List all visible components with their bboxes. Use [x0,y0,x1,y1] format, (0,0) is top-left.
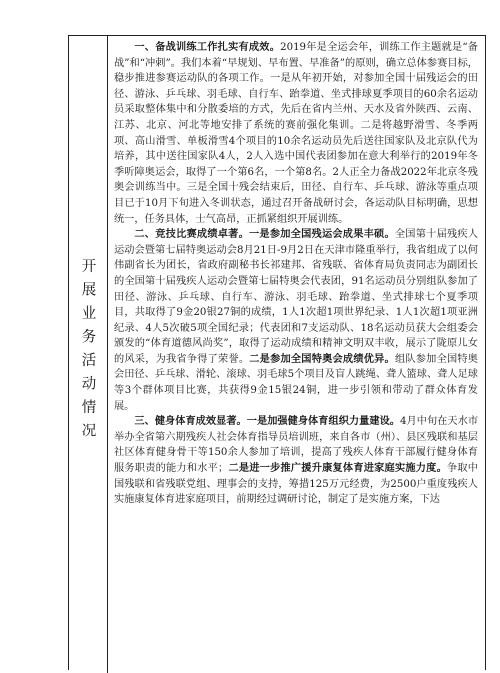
column-divider [107,35,108,673]
heading-competition: 二、竞技比赛成绩卓著。 [134,228,250,241]
paragraph-training [114,40,478,227]
body-fitness-1: 4月中旬在天水市举办全省第六期残疾人社会体育指导员培训班，来自各市（州）、县区残联和基层社区体育健身骨干等150余人参加了培训，提高了残疾人体育干部履行健身体育服务职责的能力和水平； [114,416,479,475]
body-competition-1: 全国第十届残疾人运动会暨第七届特奥运动会8月21日-9月2日在天津市隆重举行，我省组成了以何伟副省长为团长，省政府副秘书长祁建邦、省残联、省体育局负责同志为副团长的全国第十届残疾人运动会暨第七届特奥会代表团，91名运动员分别组队参加了田径、游泳、乒乓球、自行车、游泳、羽毛球、跆拳道、坐式排球七个夏季项目，共取得了9金20银27铜的成绩，1人1次超1项世界纪录、1人1次超1项亚洲纪录、4人5次破5项全国纪录；代表团和7支运动队、18名运动员获大会组委会颁发的“体育道德风尚奖”，取得了运动成绩和精神文明双丰收，展示了陇原儿女的风采，为我省争得了荣誉。 [114,229,479,365]
body-fitness-2: 争取中国残联和省残联党组、理事会的支持，筹措125万元经费，为2500户重度残疾人实施康复体育进家庭项目，前期经过调研讨论，制定了是实施方案，下达 [114,463,478,506]
lead-fitness-2: 二是进一步推广援升康复体育进家庭实施力度。 [228,462,447,475]
lead-competition-1: 一是参加全国残运会成果丰硕。 [249,228,395,241]
paragraph-competition [114,227,478,414]
heading-fitness: 三、健身体育成效显著。 [134,415,247,428]
body-competition-2: 组队参加全国特奥会田径、乒乓球、滑轮、滚球、羽毛球5个项目及盲人跳绳、聋人篮球、聋人足球等3个群体项目比赛，共获得9金15银24铜，进一步引领和带动了群众体育发展。 [114,353,478,412]
paragraph-fitness [114,414,478,508]
section-label: 开展业务活动情况 [79,258,96,446]
body-training: 2019年是全运会年，训练工作主题就是“备战”和“冲刺”。我们本着“早规划、早布置、早准备”的原则，确立总体参赛目标，稳步推进参赛运动队的各项工作。一是从年初开始，对参加全国十届残运会的田径、游泳、乒乓球、羽毛球、自行车、跆拳道、坐式排球夏季项目的60余名运动员采取整体集中和分散委培的方式，先后在省内兰州、天水及省外陕西、云南、江苏、北京、河北等地安排了系统的赛前强化集训。二是将越野滑雪、冬季两项、高山滑雪、单板滑雪4个项目的10余名运动员先后送往国家队及北京队代为培养，其中送往国家队4人，2人入选中国代表团参加在意大利举行的2019年冬季听障奥运会，取得了一个第6名，一个第8名。2人正全力备战2022年北京冬残奥会训练当中。三是全国十残会结束后，田径、自行车、乒乓球、游泳等重点项目已于10月下旬进入冬训状态，通过召开备战研讨会，各运动队目标明确，思想统一，任务具体，士气高昂，正抓紧组织开展训练。 [114,42,478,225]
lead-competition-2: 二是参加全国特奥会成绩优异。 [249,352,395,365]
lead-fitness-1: 一是加强健身体育组织力量建设。 [246,415,401,428]
heading-training: 一、备战训练工作扎实有成效。 [134,41,281,53]
content-column [114,40,478,508]
label-column [69,35,107,669]
